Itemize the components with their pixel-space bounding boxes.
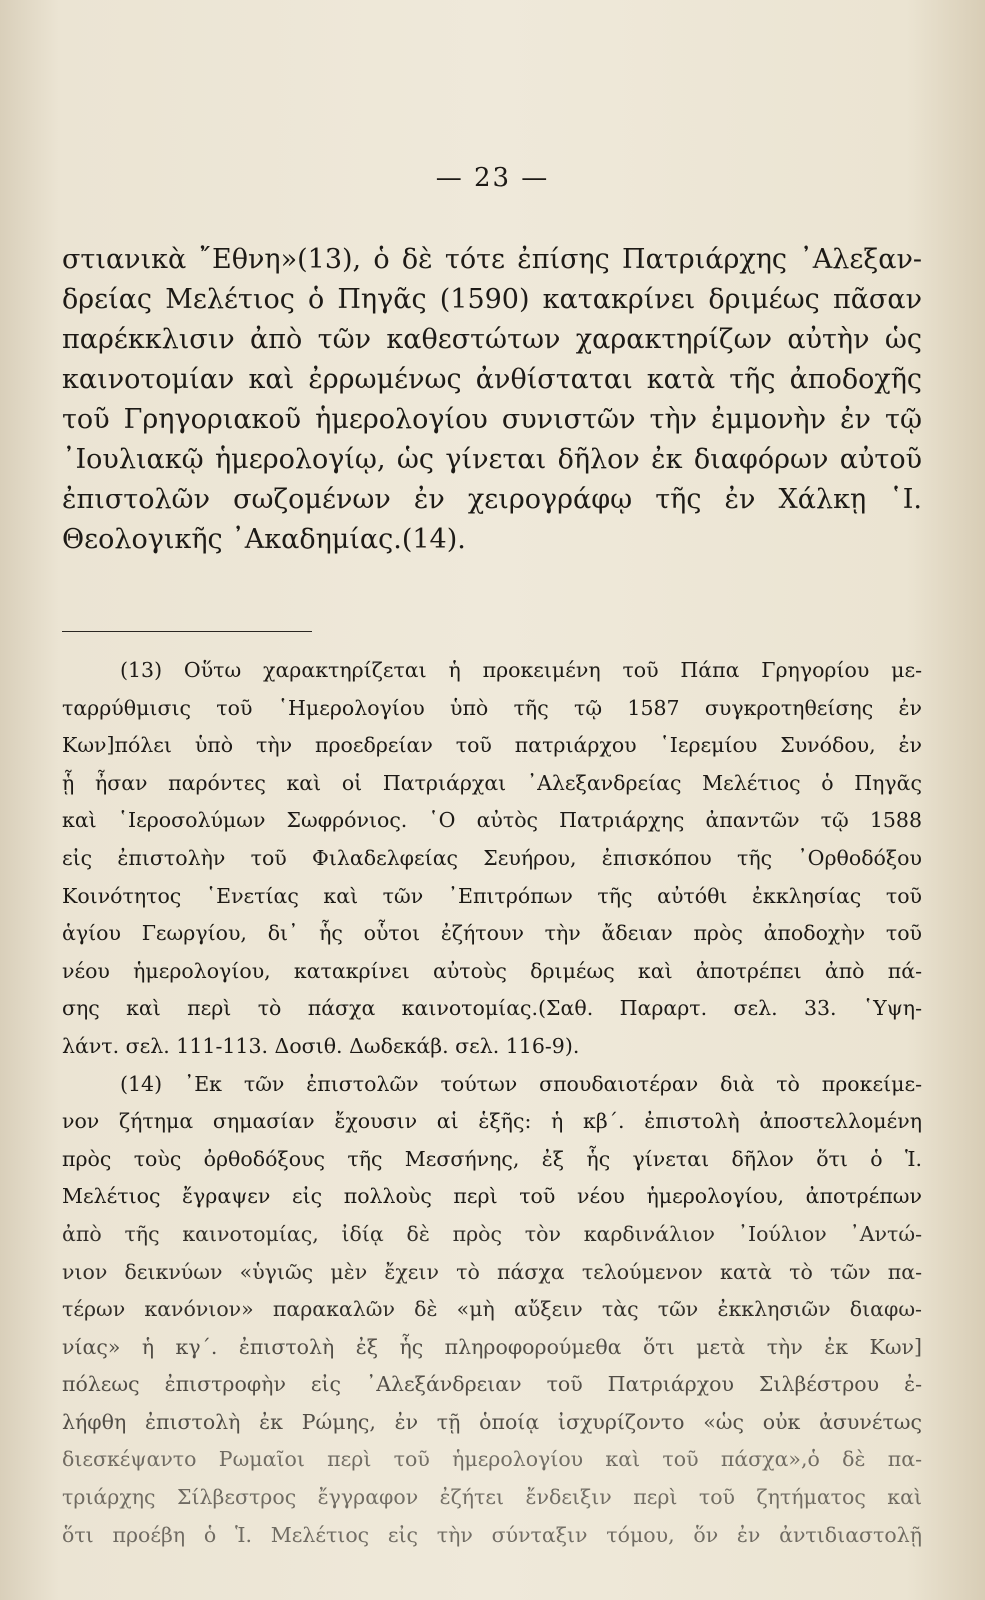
- footnote-line: ταρρύθμισις τοῦ ῾Ημερολογίου ὑπὸ τῆς τῷ 1587 συγκροτηθείσης ἐν: [62, 695, 922, 720]
- footnote-divider: [62, 631, 312, 632]
- footnote-line: σης καὶ περὶ τὸ πάσχα καινοτομίας.(Σαθ. Παραρτ. σελ. 33. ῾Υψη-: [62, 996, 922, 1021]
- main-text-line: τοῦ Γρηγοριακοῦ ἡμερολογίου συνιστῶν τὴν ἐμμονὴν ἐν τῷ: [62, 404, 922, 435]
- page-number: — 23 —: [435, 163, 550, 193]
- footnote-line: λήφθη ἐπιστολὴ ἐκ Ρώμης, ἐν τῇ ὁποίᾳ ἰσχυρίζοντο «ὡς οὐκ ἀσυνέτως: [62, 1409, 922, 1434]
- main-text: [62, 240, 922, 560]
- footnote-line: ὅτι προέβη ὁ Ἱ. Μελέτιος εἰς τὴν σύνταξιν τόμου, ὅν ἐν ἀντιδιαστολῇ: [62, 1522, 922, 1547]
- footnote-line: νίας» ἡ κγ΄. ἐπιστολὴ ἐξ ἧς πληροφορούμεθα ὅτι μετὰ τὴν ἐκ Κων]: [62, 1334, 922, 1359]
- footnote-line: ᾗ ἦσαν παρόντες καὶ οἱ Πατριάρχαι ᾿Αλεξανδρείας Μελέτιος ὁ Πηγᾶς: [62, 770, 922, 795]
- main-text-line: Θεολογικῆς ᾿Ακαδημίας.(14).: [62, 524, 466, 555]
- footnote-line: ἁγίου Γεωργίου, δι᾿ ἧς οὗτοι ἐζήτουν τὴν ἄδειαν πρὸς ἀποδοχὴν τοῦ: [62, 921, 922, 946]
- footnote-line: Κων]πόλει ὑπὸ τὴν προεδρείαν τοῦ πατριάρχου ῾Ιερεμίου Συνόδου, ἐν: [62, 733, 922, 758]
- footnote-line: Κοινότητος ῾Ενετίας καὶ τῶν ᾿Επιτρόπων τῆς αὐτόθι ἐκκλησίας τοῦ: [62, 883, 922, 908]
- footnote-line: νον ζήτημα σημασίαν ἔχουσιν αἱ ἑξῆς: ἡ κβ΄. ἐπιστολὴ ἀποστελλομένη: [62, 1109, 922, 1134]
- main-text-line: ᾿Ιουλιακῷ ἡμερολογίῳ, ὡς γίνεται δῆλον ἐκ διαφόρων αὐτοῦ: [62, 444, 922, 475]
- footnotes: [62, 652, 922, 1554]
- main-text-line: ἐπιστολῶν σωζομένων ἐν χειρογράφῳ τῆς ἐν Χάλκῃ ῾Ι.: [62, 484, 922, 515]
- footnote-line: νέου ἡμερολογίου, κατακρίνει αὐτοὺς δριμέως καὶ ἀποτρέπει ἀπὸ πά-: [62, 958, 922, 983]
- footnote-line: νιον δεικνύων «ὑγιῶς μὲν ἔχειν τὸ πάσχα τελούμενον κατὰ τὸ τῶν πα-: [62, 1259, 922, 1284]
- main-text-line: δρείας Μελέτιος ὁ Πηγᾶς (1590) κατακρίνει δριμέως πᾶσαν: [62, 284, 922, 315]
- footnote-line: πρὸς τοὺς ὀρθοδόξους τῆς Μεσσήνης, ἐξ ἧς γίνεται δῆλον ὅτι ὁ Ἱ.: [62, 1146, 922, 1171]
- main-text-line: παρέκκλισιν ἀπὸ τῶν καθεστώτων χαρακτηρίζων αὐτὴν ὡς: [62, 324, 922, 355]
- footnote-line: εἰς ἐπιστολὴν τοῦ Φιλαδελφείας Σευήρου, ἐπισκόπου τῆς ᾿Ορθοδόξου: [62, 845, 922, 870]
- footnote-line: λάντ. σελ. 111-113. Δοσιθ. Δωδεκάβ. σελ. 116-9).: [62, 1033, 580, 1058]
- footnote-line: καὶ ῾Ιεροσολύμων Σωφρόνιος. ῾Ο αὐτὸς Πατριάρχης ἀπαντῶν τῷ 1588: [62, 808, 922, 833]
- footnote-line: διεσκέψαντο Ρωμαῖοι περὶ τοῦ ἡμερολογίου καὶ τοῦ πάσχα»,ὁ δὲ πα-: [62, 1447, 922, 1472]
- footnote-line: πόλεως ἐπιστροφὴν εἰς ᾿Αλεξάνδρειαν τοῦ Πατριάρχου Σιλβέστρου ἐ-: [62, 1372, 922, 1397]
- footnote-line: τέρων κανόνιον» παρακαλῶν δὲ «μὴ αὔξειν τὰς τῶν ἐκκλησιῶν διαφω-: [62, 1297, 922, 1322]
- footnote-line: τριάρχης Σίλβεστρος ἔγγραφον ἐζήτει ἔνδειξιν περὶ τοῦ ζητήματος καὶ: [62, 1485, 922, 1510]
- main-text-line: στιανικὰ ῎Εθνη»(13), ὁ δὲ τότε ἐπίσης Πατριάρχης ᾿Αλεξαν-: [62, 244, 922, 275]
- footnote-line: (14) ᾿Εκ τῶν ἐπιστολῶν τούτων σπουδαιοτέραν διὰ τὸ προκείμε-: [120, 1071, 922, 1096]
- footnote-line: (13) Οὕτω χαρακτηρίζεται ἡ προκειμένη τοῦ Πάπα Γρηγορίου με-: [120, 658, 922, 682]
- footnote-line: Μελέτιος ἔγραψεν εἰς πολλοὺς περὶ τοῦ νέου ἡμερολογίου, ἀποτρέπων: [62, 1184, 922, 1209]
- footnote-line: ἀπὸ τῆς καινοτομίας, ἰδίᾳ δὲ πρὸς τὸν καρδινάλιον ᾿Ιούλιον ᾿Αντώ-: [62, 1221, 922, 1246]
- main-text-line: καινοτομίαν καὶ ἐρρωμένως ἀνθίσταται κατὰ τῆς ἀποδοχῆς: [62, 364, 922, 395]
